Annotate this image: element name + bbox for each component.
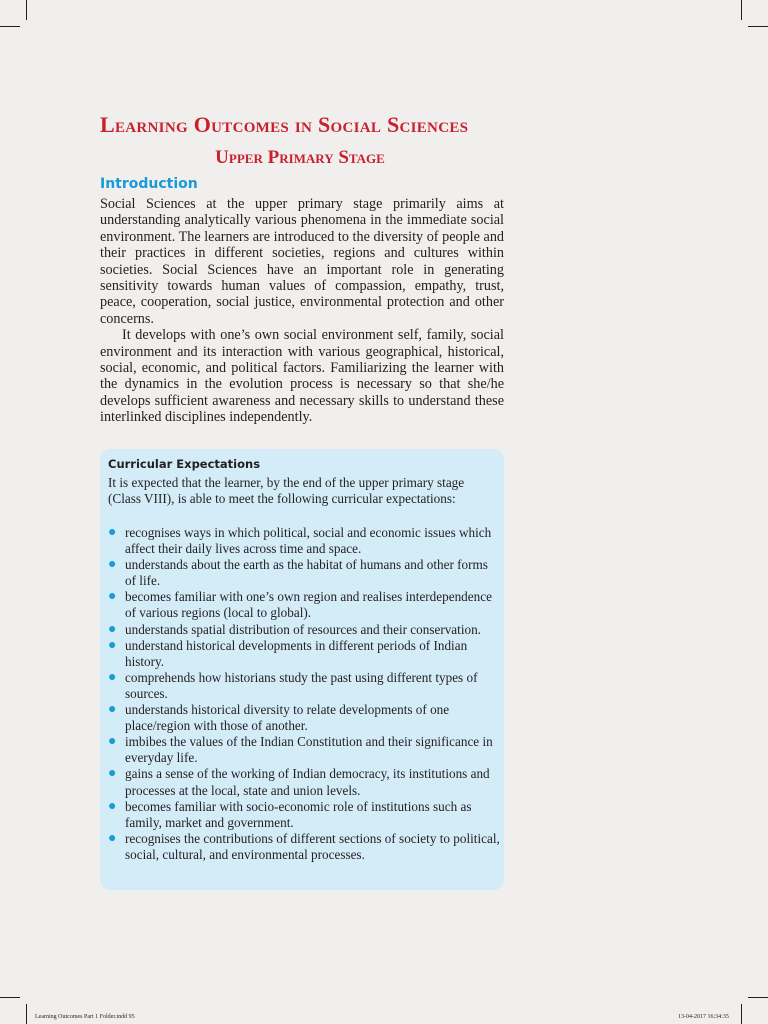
- list-item: [108, 638, 500, 670]
- list-item-text: understands about the earth as the habitat of humans and other forms of life.: [125, 557, 488, 589]
- page-title: Learning Outcomes in Social Sciences: [100, 112, 469, 137]
- crop-mark: [0, 26, 20, 27]
- list-item-text: comprehends how historians study the past using different types of sources.: [125, 669, 478, 701]
- list-item-text: understand historical developments in different periods of Indian history.: [125, 637, 468, 669]
- bullet-dot-icon: ●: [108, 734, 117, 750]
- box-intro: It is expected that the learner, by the end of the upper primary stage (Class VIII), is able to meet the following curricular expectations:: [108, 475, 465, 507]
- bullet-dot-icon: ●: [108, 589, 117, 605]
- footer-timestamp: 13-04-2017 16:34:35: [678, 1014, 729, 1020]
- list-item-text: understands historical diversity to relate developments of one place/region with those of another.: [125, 702, 450, 734]
- intro-paragraph-2: It develops with one’s own social environment self, family, social environment and its interaction with various geographical, historical, social, economic, and political factors. Familiarizing the learner with the dynamics in the evolution process is necessary so that she/he develops sufficient awareness and necessary skills to understand these interlinked disciplines independently.: [100, 327, 504, 426]
- section-heading: Introduction: [100, 176, 198, 192]
- bullet-dot-icon: ●: [108, 525, 117, 540]
- bullet-dot-icon: ●: [108, 621, 117, 637]
- expectations-list: [108, 525, 500, 863]
- list-item: [108, 589, 500, 621]
- list-item-text: imbibes the values of the Indian Constitution and their significance in everyday life.: [125, 734, 493, 766]
- list-item: [108, 670, 500, 702]
- bullet-dot-icon: ●: [108, 830, 117, 846]
- box-title: Curricular Expectations: [108, 457, 261, 471]
- crop-mark: [26, 1004, 27, 1024]
- crop-mark: [748, 26, 768, 27]
- crop-mark: [0, 997, 20, 998]
- list-item: [108, 557, 500, 589]
- list-item-text: becomes familiar with socio-economic role of institutions such as family, market and government.: [125, 798, 472, 830]
- list-item-text: becomes familiar with one’s own region and realises interdependence of various regions (local to global).: [125, 589, 492, 621]
- list-item: [108, 799, 500, 831]
- list-item: [108, 525, 500, 557]
- list-item: [108, 734, 500, 766]
- list-item-text: recognises ways in which political, social and economic issues which affect their daily lives across time and space.: [125, 525, 492, 557]
- footer-filename: Learning Outcomes Part 1 Folder.indd 95: [35, 1014, 135, 1020]
- bullet-dot-icon: ●: [108, 766, 117, 782]
- crop-mark: [748, 997, 768, 998]
- bullet-dot-icon: ●: [108, 557, 117, 573]
- intro-paragraph-1: Social Sciences at the upper primary stage primarily aims at understanding analytically various phenomena in the immediate social environment. The learners are introduced to the diversity of people and their practices in different societies, regions and cultures within societies. Social Sciences have an important role in generating sensitivity towards human values of compassion, empathy, trust, peace, cooperation, social justice, environmental protection and other concerns.: [100, 196, 504, 327]
- crop-mark: [741, 1004, 742, 1024]
- crop-mark: [741, 0, 742, 20]
- list-item: [108, 622, 500, 638]
- intro-text: [100, 196, 504, 426]
- curricular-expectations-box: [100, 449, 504, 890]
- bullet-dot-icon: ●: [108, 702, 117, 718]
- bullet-dot-icon: ●: [108, 637, 117, 653]
- bullet-dot-icon: ●: [108, 798, 117, 814]
- list-item-text: recognises the contributions of different sections of society to political, social, cultural, and environmental processes.: [125, 830, 500, 862]
- bullet-dot-icon: ●: [108, 669, 117, 685]
- list-item: [108, 766, 500, 798]
- page-subtitle: Upper Primary Stage: [215, 147, 385, 168]
- list-item-text: understands spatial distribution of resources and their conservation.: [125, 621, 481, 637]
- list-item: [108, 702, 500, 734]
- list-item-text: gains a sense of the working of Indian democracy, its institutions and processes at the local, state and union levels.: [125, 766, 490, 798]
- list-item: [108, 831, 500, 863]
- crop-mark: [26, 0, 27, 20]
